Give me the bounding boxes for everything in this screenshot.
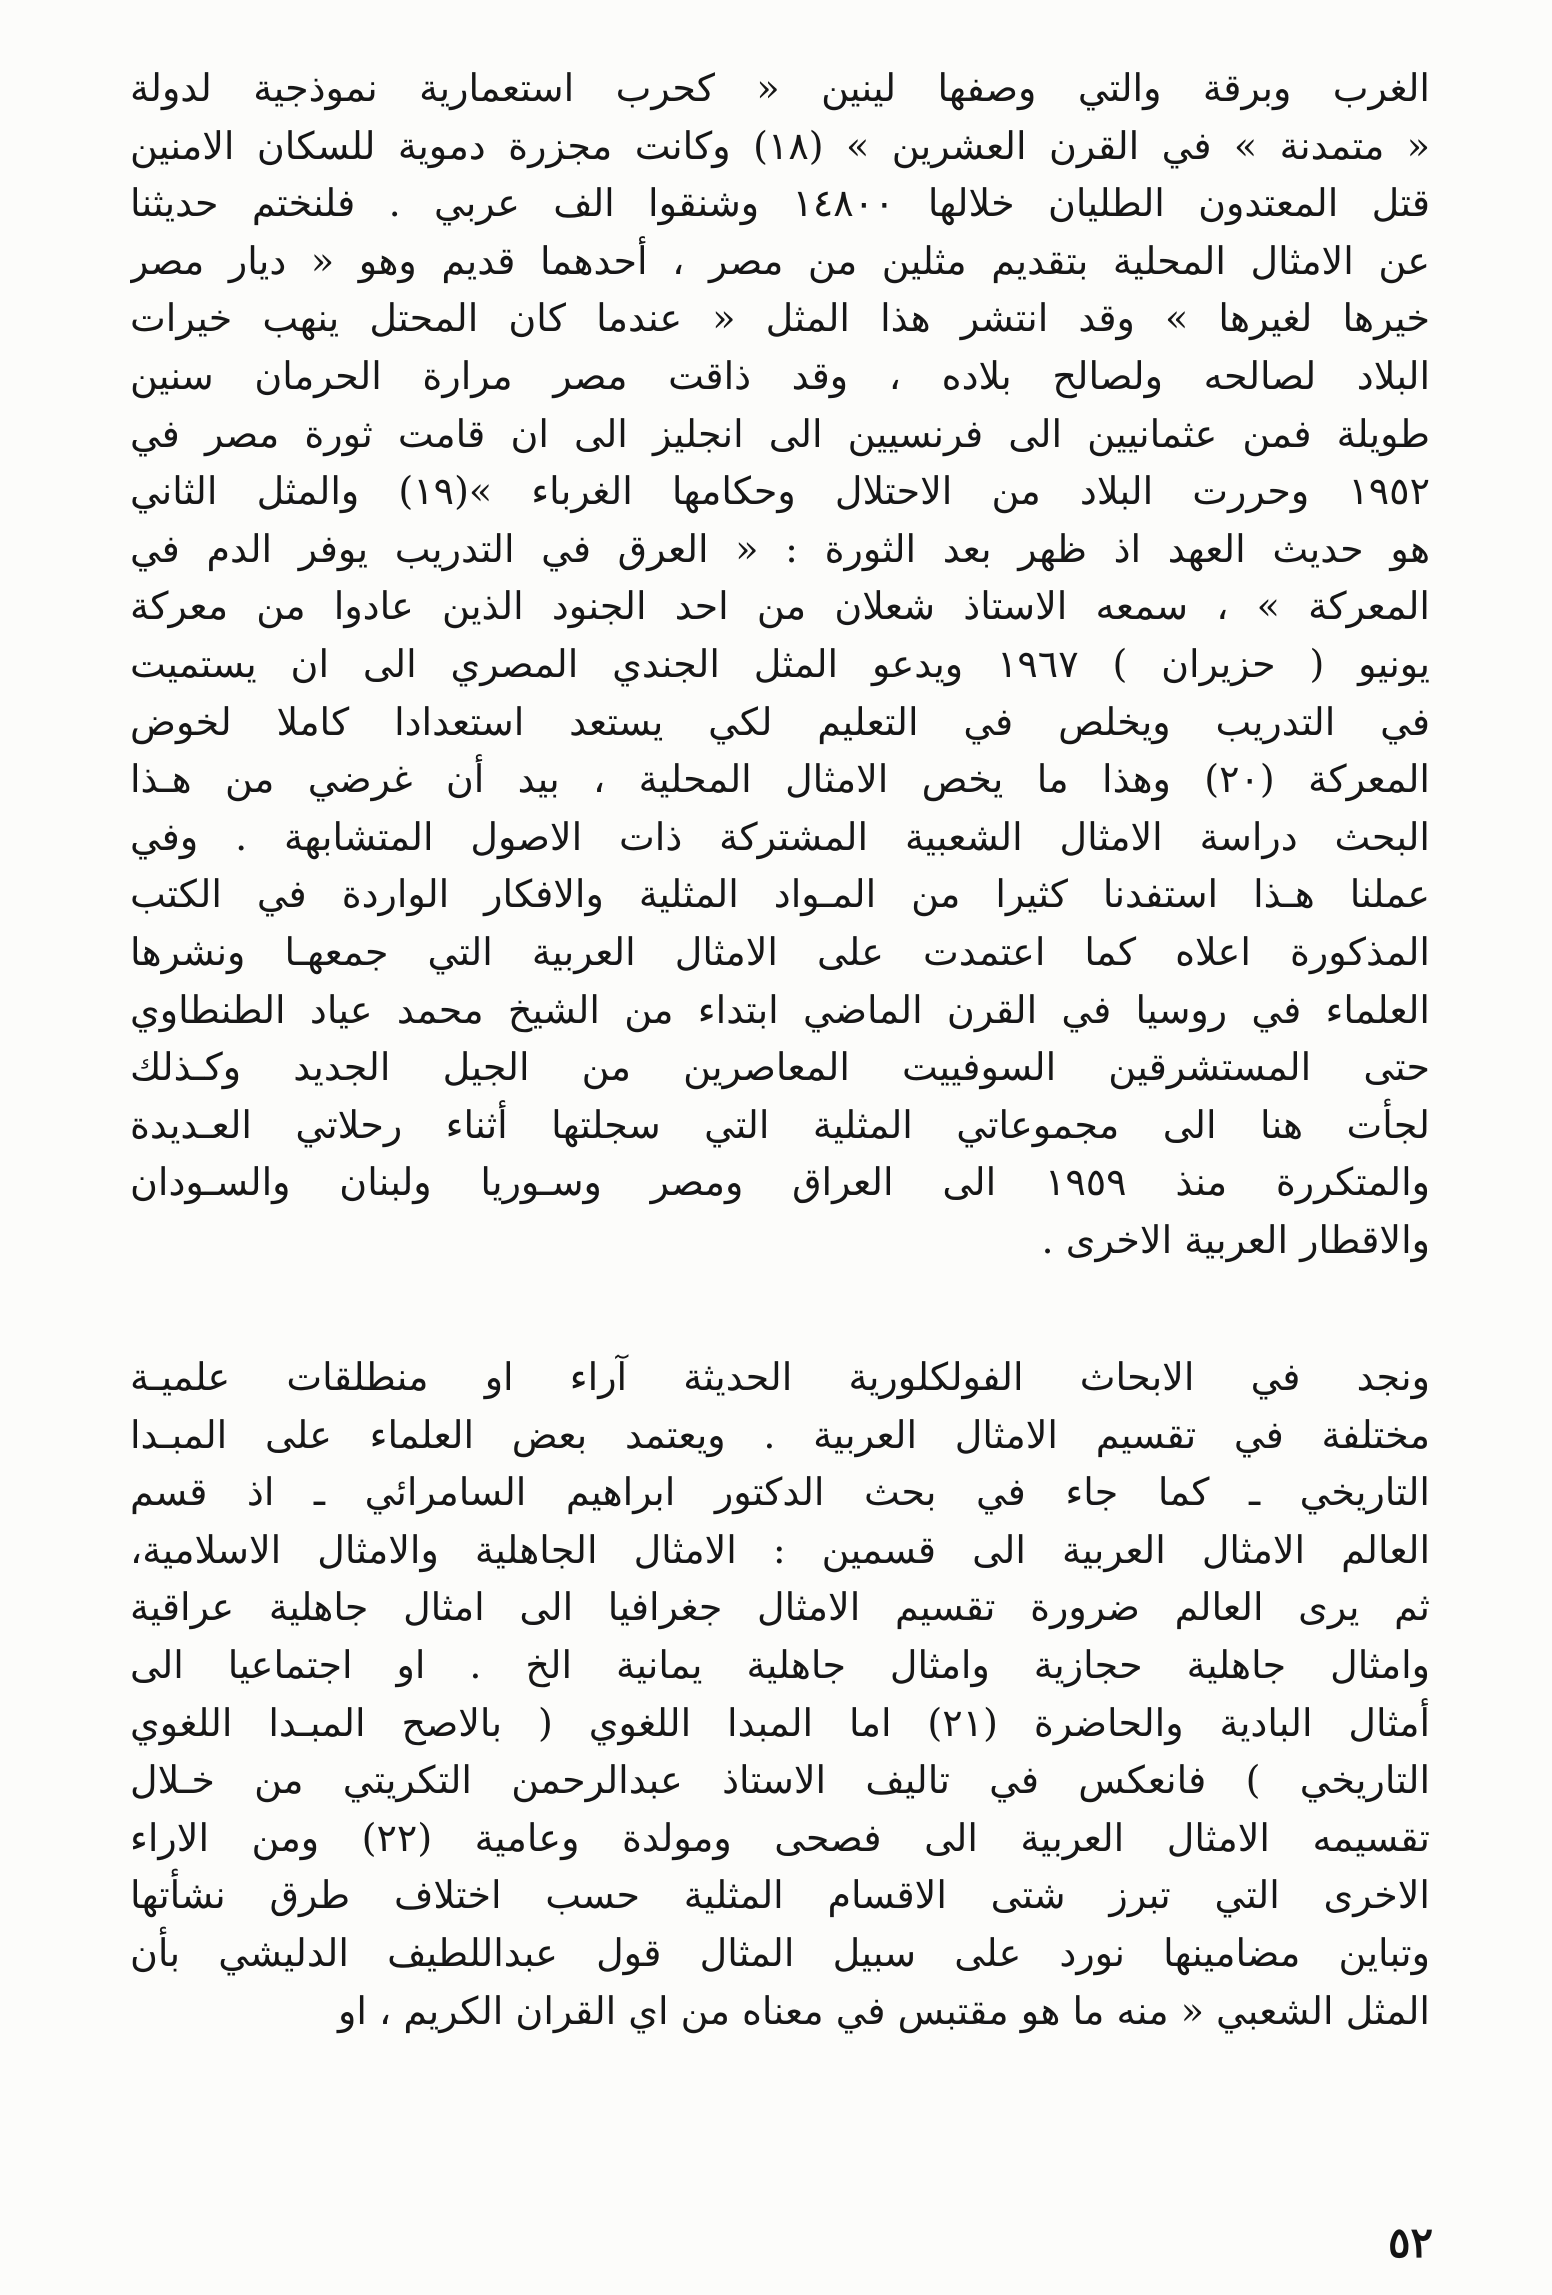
text-line: مختلفة في تقسيم الامثال العربية . ويعتمد بعض العلماء على المبـدا xyxy=(130,1412,1430,1457)
text-line: ١٩٥٢ وحررت البلاد من الاحتلال وحكامها الغرباء »(١٩) والمثل الثاني xyxy=(130,469,1430,514)
text-line: المثل الشعبي « منه ما هو مقتبس في معناه من اي القران الكريم ، او xyxy=(338,1988,1430,2033)
text-line: الاخرى التي تبرز شتى الاقسام المثلية حسب اختلاف طرق نشأتها xyxy=(130,1873,1430,1918)
text-line: العالم الامثال العربية الى قسمين : الامثال الجاهلية والامثال الاسلامية، xyxy=(130,1527,1430,1572)
text-line: خيرها لغيرها » وقد انتشر هذا المثل « عندما كان المحتل ينهب خيرات xyxy=(130,296,1430,341)
text-line: ثم يرى العالم ضرورة تقسيم الامثال جغرافيا الى امثال جاهلية عراقية xyxy=(130,1585,1430,1630)
text-line: عملنا هـذا استفدنا كثيرا من المـواد المثلية والافكار الواردة في الكتب xyxy=(130,872,1430,917)
page-number: ٥٢ xyxy=(1388,2218,1434,2267)
text-line: المذكورة اعلاه كما اعتمدت على الامثال العربية التي جمعهـا ونشرها xyxy=(130,929,1430,974)
text-line: التاريخي ـ كما جاء في بحث الدكتور ابراهيم السامرائي ـ اذ قسم xyxy=(130,1470,1430,1515)
text-line: حتى المستشرقين السوفييت المعاصرين من الجيل الجديد وكـذلك xyxy=(130,1045,1430,1090)
text-line: المعركة » ، سمعه الاستاذ شعلان من احد الجنود الذين عادوا من معركة xyxy=(130,584,1430,629)
text-line: في التدريب ويخلص في التعليم لكي يستعد استعدادا كاملا لخوض xyxy=(130,699,1430,744)
text-line: « متمدنة » في القرن العشرين » (١٨) وكانت مجزرة دموية للسكان الامنين xyxy=(130,123,1430,168)
text-line: قتل المعتدون الطليان خلالها ١٤٨٠٠ وشنقوا الف عربي . فلنختم حديثنا xyxy=(130,181,1430,226)
text-line: وتباين مضامينها نورد على سبيل المثال قول عبداللطيف الدليشي بأن xyxy=(130,1930,1430,1975)
text-line: المعركة (٢٠) وهذا ما يخص الامثال المحلية ، بيد أن غرضي من هـذا xyxy=(130,757,1430,802)
text-line: ونجد في الابحاث الفولكلورية الحديثة آراء او منطلقات علميـة xyxy=(130,1355,1430,1399)
paragraph-1 xyxy=(130,60,1430,1269)
paragraph-2 xyxy=(130,1349,1430,2040)
text-line: طويلة فمن عثمانيين الى فرنسيين الى انجليز الى ان قامت ثورة مصر في xyxy=(130,411,1430,456)
text-line: التاريخي ) فانعكس في تاليف الاستاذ عبدالرحمن التكريتي من خـلال xyxy=(130,1758,1430,1803)
text-line: الغرب وبرقة والتي وصفها لينين « كحرب استعمارية نموذجية لدولة xyxy=(130,66,1430,110)
text-line: تقسيمه الامثال العربية الى فصحى ومولدة وعامية (٢٢) ومن الاراء xyxy=(130,1815,1430,1860)
text-line: وامثال جاهلية حجازية وامثال جاهلية يمانية الخ . او اجتماعيا الى xyxy=(130,1642,1430,1687)
text-line: هو حديث العهد اذ ظهر بعد الثورة : « العرق في التدريب يوفر الدم في xyxy=(130,526,1430,571)
text-line: أمثال البادية والحاضرة (٢١) اما المبدا اللغوي ( بالاصح المبـدا اللغوي xyxy=(130,1700,1430,1745)
text-line: البلاد لصالحه ولصالح بلاده ، وقد ذاقت مصر مرارة الحرمان سنين xyxy=(130,353,1430,398)
text-line: والاقطار العربية الاخرى . xyxy=(1041,1217,1430,1262)
text-line: يونيو ( حزيران ) ١٩٦٧ ويدعو المثل الجندي المصري الى ان يستميت xyxy=(130,641,1430,686)
text-line: البحث دراسة الامثال الشعبية المشتركة ذات الاصول المتشابهة . وفي xyxy=(130,814,1430,859)
text-line: عن الامثال المحلية بتقديم مثلين من مصر ، أحدهما قديم وهو « ديار مصر xyxy=(130,238,1430,283)
text-line: لجأت هنا الى مجموعاتي المثلية التي سجلتها أثناء رحلاتي العـديدة xyxy=(130,1102,1430,1147)
text-line: والمتكررة منذ ١٩٥٩ الى العراق ومصر وسـوريا ولبنان والسـودان xyxy=(130,1160,1430,1205)
text-line: العلماء في روسيا في القرن الماضي ابتداء من الشيخ محمد عياد الطنطاوي xyxy=(130,987,1430,1032)
